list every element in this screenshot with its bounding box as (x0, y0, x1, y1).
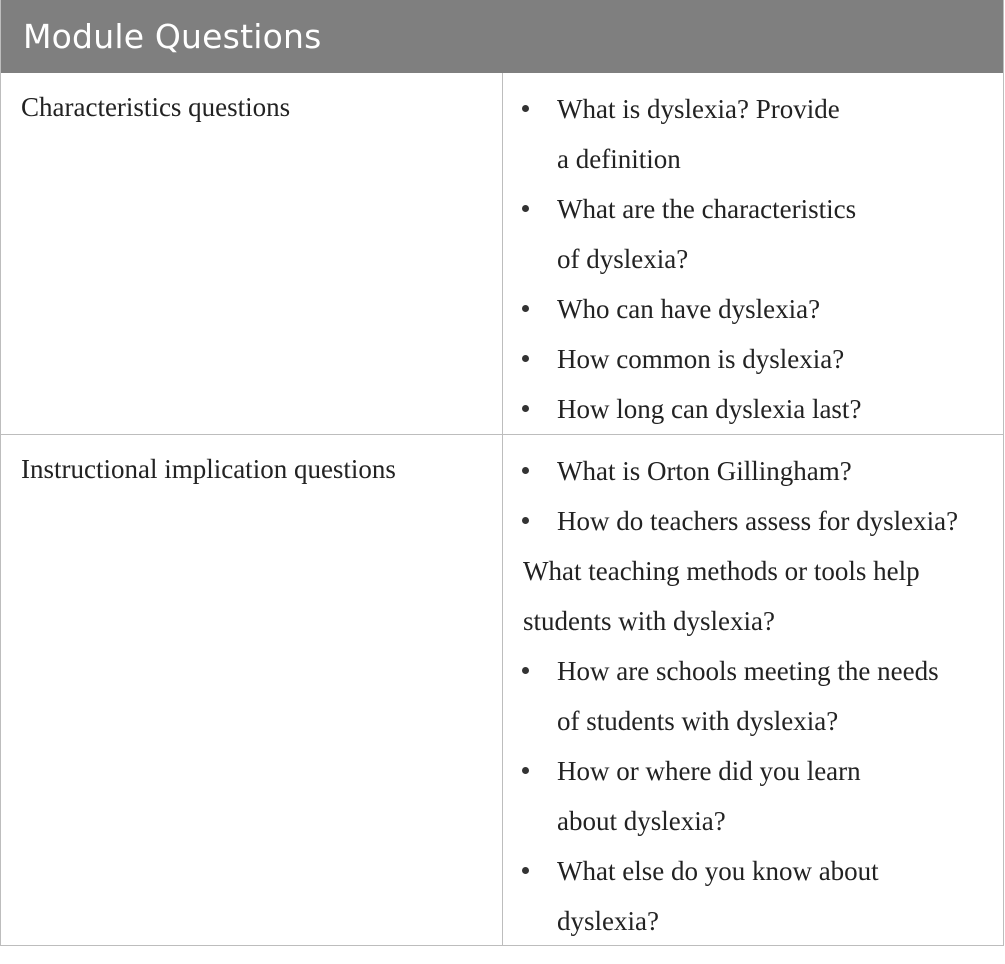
question-line: of students with dyslexia? (557, 706, 839, 736)
bullet-icon (522, 305, 529, 312)
list-item (503, 284, 1003, 334)
question-line: What are the characteristics (557, 194, 857, 224)
question-line: Who can have dyslexia? (557, 294, 821, 324)
bullet-icon (522, 767, 529, 774)
table-row (1, 73, 1003, 435)
list-item (503, 546, 1003, 646)
question-line: How common is dyslexia? (557, 344, 845, 374)
list-item (503, 846, 1003, 946)
bullet-icon (522, 517, 529, 524)
bullet-icon (522, 205, 529, 212)
table-header (1, 0, 1003, 73)
bullet-icon (522, 467, 529, 474)
questions-cell (503, 435, 1003, 945)
questions-cell (503, 73, 1003, 434)
list-item (503, 184, 1003, 284)
question-line: What is Orton Gillingham? (557, 456, 852, 486)
question-line: What teaching methods or tools help (523, 556, 920, 586)
question-list (503, 446, 1003, 946)
question-line: What else do you know about (557, 856, 879, 886)
question-line: a definition (557, 144, 681, 174)
category-cell (1, 73, 503, 434)
category-label: Characteristics questions (21, 92, 291, 122)
question-line: What is dyslexia? Provide (557, 94, 840, 124)
list-item (503, 84, 1003, 184)
list-item (503, 746, 1003, 846)
bullet-icon (522, 355, 529, 362)
question-line: How do teachers assess for dyslexia? (557, 506, 959, 536)
question-line: of dyslexia? (557, 244, 689, 274)
list-item (503, 496, 1003, 546)
category-label: Instructional implication questions (21, 454, 396, 484)
bullet-icon (522, 867, 529, 874)
question-line: How long can dyslexia last? (557, 394, 862, 424)
question-line: about dyslexia? (557, 806, 726, 836)
list-item (503, 384, 1003, 434)
list-item (503, 334, 1003, 384)
table-row (1, 435, 1003, 946)
bullet-icon (522, 105, 529, 112)
category-cell (1, 435, 503, 945)
list-item (503, 446, 1003, 496)
question-list (503, 84, 1003, 434)
question-line: How or where did you learn (557, 756, 861, 786)
question-line: dyslexia? (557, 906, 659, 936)
bullet-icon (522, 405, 529, 412)
list-item (503, 646, 1003, 746)
bullet-icon (522, 667, 529, 674)
table-title: Module Questions (23, 17, 322, 56)
question-line: students with dyslexia? (523, 606, 775, 636)
question-line: How are schools meeting the needs (557, 656, 939, 686)
